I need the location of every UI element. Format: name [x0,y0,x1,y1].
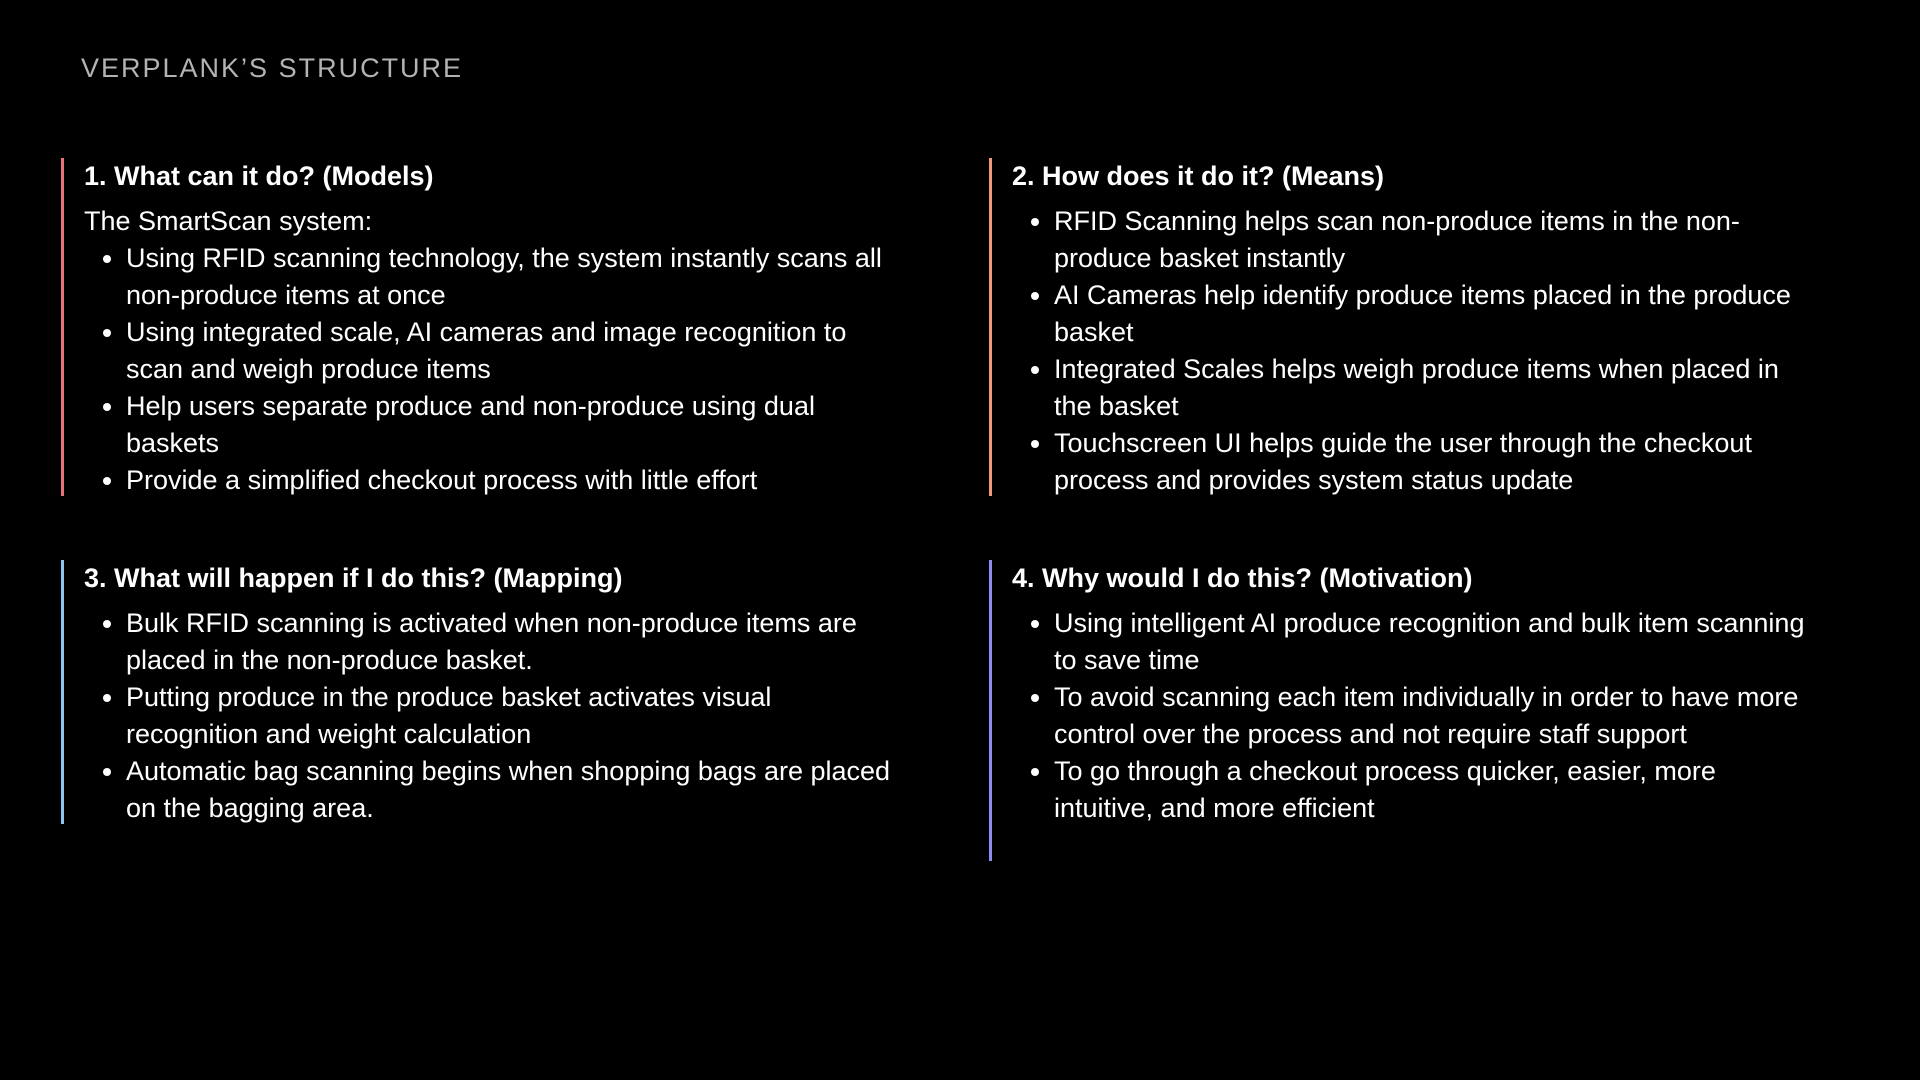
section-mapping [61,560,891,824]
list-item: • Using intelligent AI produce recognition and bulk item scanning to save time [1054,605,1819,679]
accent-bar [61,560,64,824]
bullet-list [1012,605,1819,827]
bullet-list [84,605,891,827]
section-heading: 1. What can it do? (Models) [84,161,434,191]
section-heading: 3. What will happen if I do this? (Mapping) [84,563,623,593]
accent-bar [989,158,992,496]
list-item: • To avoid scanning each item individually in order to have more control over the process and not require staff support [1054,679,1819,753]
section-heading: 4. Why would I do this? (Motivation) [1012,563,1473,593]
bullet-list [1012,203,1819,499]
section-models [61,158,891,496]
list-item: • Help users separate produce and non-produce using dual baskets [126,388,891,462]
list-item: • To go through a checkout process quicker, easier, more intuitive, and more efficient [1054,753,1819,827]
list-item: • RFID Scanning helps scan non-produce items in the non-produce basket instantly [1054,203,1819,277]
slide-title: VERPLANK’S STRUCTURE [81,53,464,83]
list-item: • Integrated Scales helps weigh produce items when placed in the basket [1054,351,1819,425]
list-item: • Bulk RFID scanning is activated when non-produce items are placed in the non-produce basket. [126,605,891,679]
list-item: • Provide a simplified checkout process with little effort [126,462,891,499]
section-motivation [989,560,1819,861]
list-item: • Automatic bag scanning begins when shopping bags are placed on the bagging area. [126,753,891,827]
section-means [989,158,1819,496]
section-heading: 2. How does it do it? (Means) [1012,161,1385,191]
section-intro: The SmartScan system: [84,206,373,236]
list-item: • Putting produce in the produce basket activates visual recognition and weight calculation [126,679,891,753]
accent-bar [61,158,64,496]
list-item: • AI Cameras help identify produce items placed in the produce basket [1054,277,1819,351]
list-item: • Using integrated scale, AI cameras and image recognition to scan and weigh produce items [126,314,891,388]
accent-bar [989,560,992,861]
bullet-list [84,240,891,499]
list-item: • Touchscreen UI helps guide the user through the checkout process and provides system status update [1054,425,1819,499]
list-item: • Using RFID scanning technology, the system instantly scans all non-produce items at once [126,240,891,314]
